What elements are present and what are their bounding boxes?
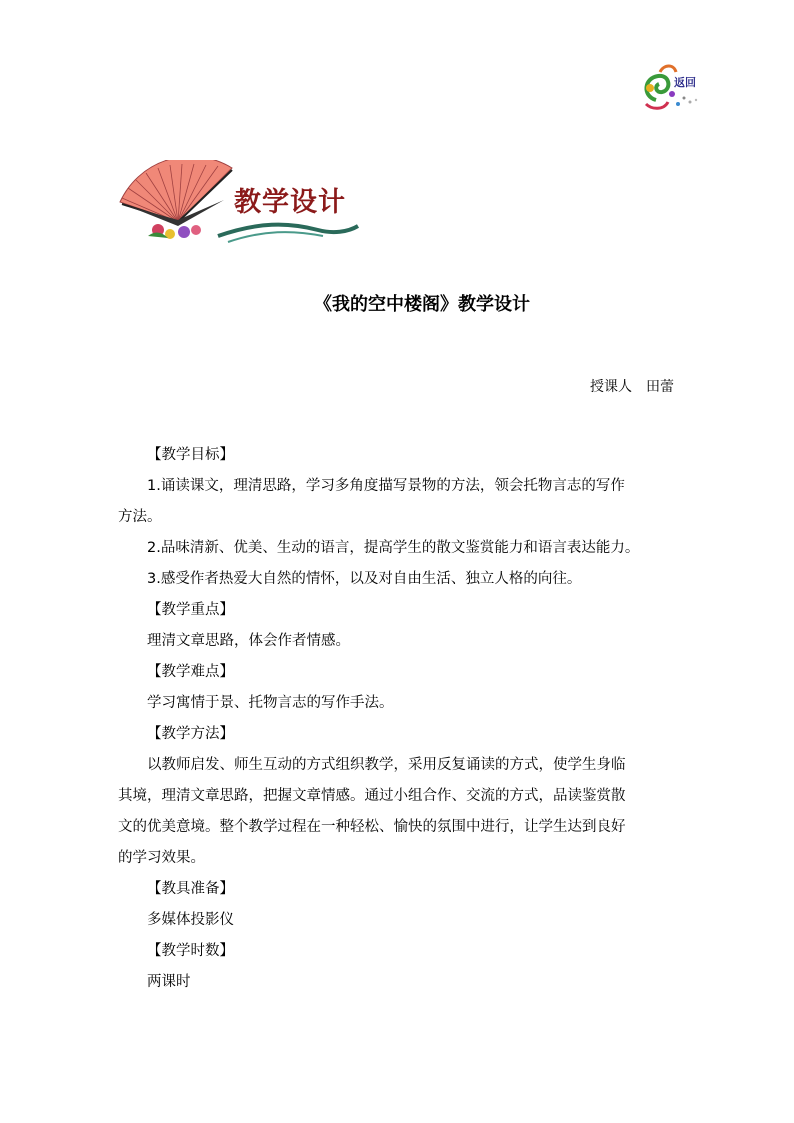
tools-text: 多媒体投影仪 — [147, 912, 234, 928]
author-line — [590, 376, 674, 396]
hours-text: 两课时 — [147, 974, 191, 990]
method-line-1: 以教师启发、师生互动的方式组织教学，采用反复诵读的方式，使学生身临 — [147, 757, 626, 773]
back-button[interactable] — [638, 60, 710, 112]
section-banner — [118, 160, 368, 245]
key-heading: 【教学重点】 — [147, 602, 234, 618]
page-title: 《我的空中楼阁》教学设计 — [314, 294, 530, 315]
back-label: 返回 — [674, 76, 696, 89]
hours-heading: 【教学时数】 — [147, 943, 234, 959]
objective-1-cont: 方法。 — [118, 509, 162, 525]
objective-2: 2.品味清新、优美、生动的语言，提高学生的散文鉴赏能力和语言表达能力。 — [147, 540, 640, 556]
document-body — [118, 440, 678, 998]
objectives-heading: 【教学目标】 — [147, 447, 234, 463]
objective-1: 1.诵读课文，理清思路，学习多角度描写景物的方法，领会托物言志的写作 — [147, 478, 625, 494]
objective-3: 3.感受作者热爱大自然的情怀，以及对自由生活、独立人格的向往。 — [147, 571, 582, 587]
method-line-4: 的学习效果。 — [118, 850, 205, 866]
author-name: 田蕾 — [646, 379, 674, 395]
method-heading: 【教学方法】 — [147, 726, 234, 742]
difficulty-heading: 【教学难点】 — [147, 664, 234, 680]
author-label: 授课人 — [590, 379, 632, 395]
tools-heading: 【教具准备】 — [147, 881, 234, 897]
key-text: 理清文章思路，体会作者情感。 — [147, 633, 350, 649]
method-line-2: 其境，理清文章思路，把握文章情感。通过小组合作、交流的方式，品读鉴赏散 — [118, 788, 626, 804]
banner-title: 教学设计 — [234, 187, 346, 218]
method-line-3: 文的优美意境。整个教学过程在一种轻松、愉快的氛围中进行，让学生达到良好 — [118, 819, 626, 835]
difficulty-text: 学习寓情于景、托物言志的写作手法。 — [147, 695, 394, 711]
